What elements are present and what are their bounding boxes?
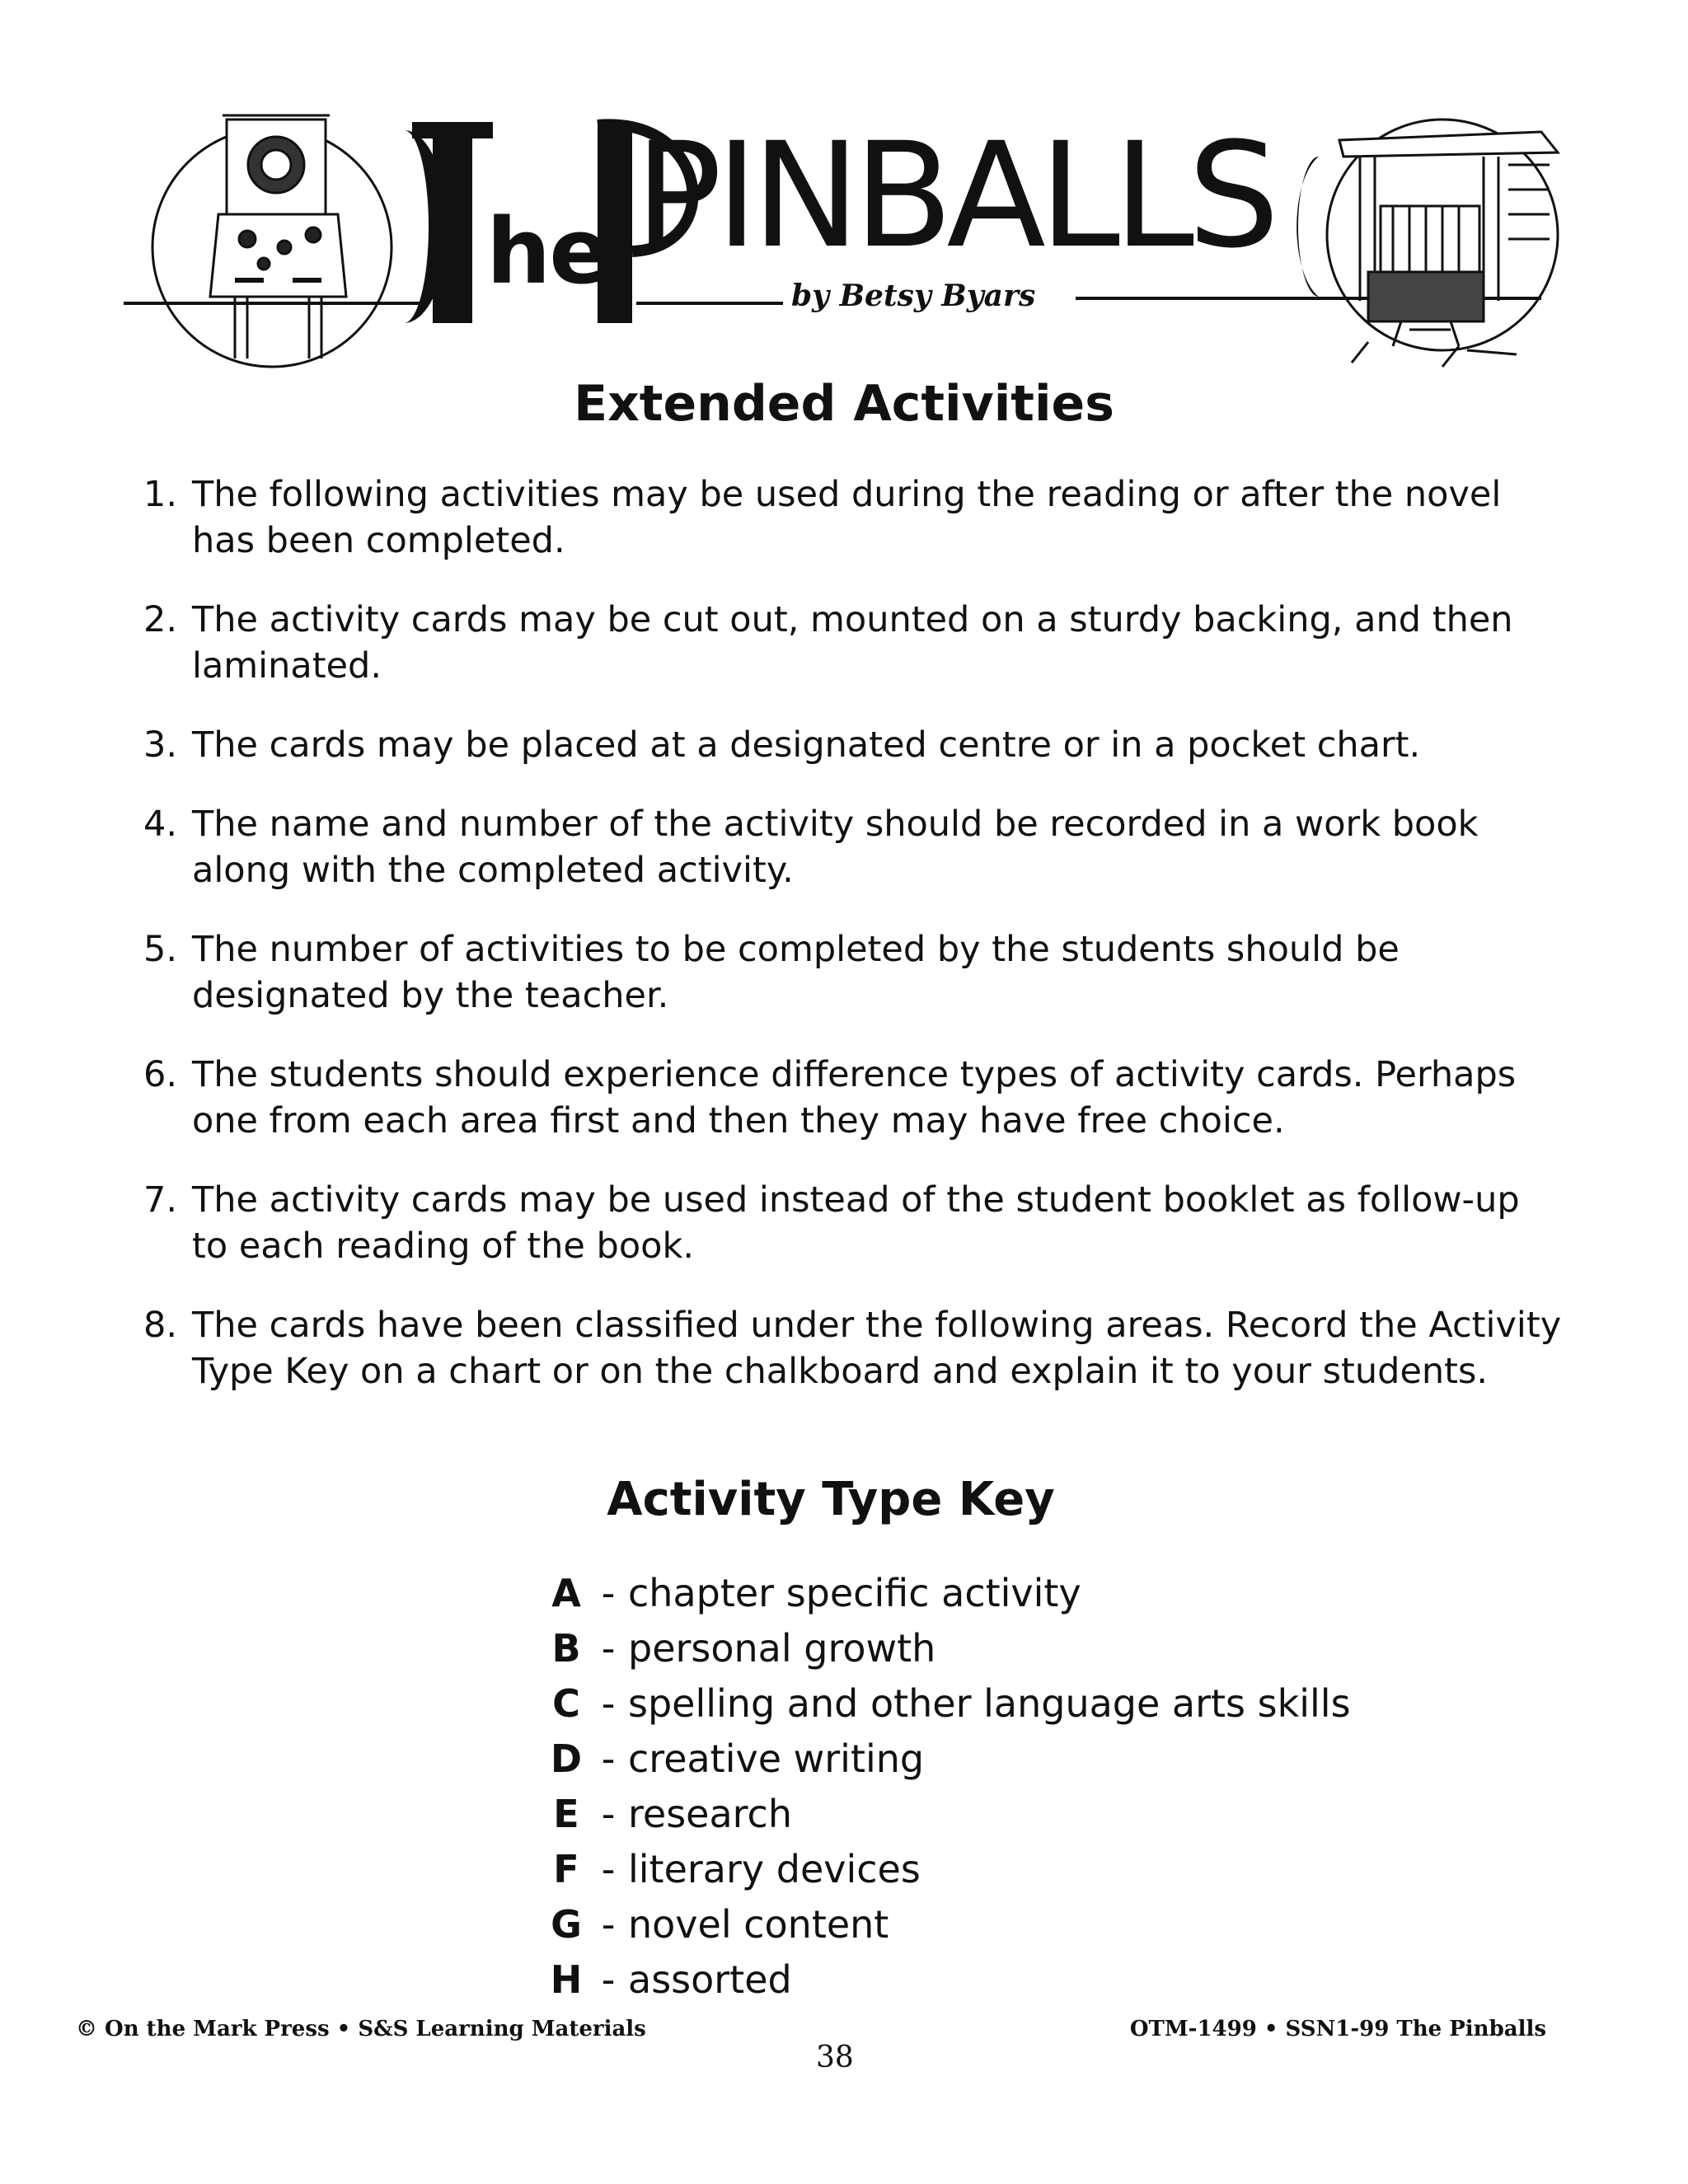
pinball-machine-icon (210, 115, 346, 359)
item-text: The number of activities to be completed by the students should be designated by the teacher. (192, 929, 1400, 1016)
key-dash: - (601, 1626, 616, 1671)
key-dash: - (601, 1571, 616, 1615)
key-description: research (628, 1792, 793, 1836)
key-letter: G (551, 1902, 582, 1947)
key-description: literary devices (628, 1847, 921, 1891)
key-letter: E (553, 1792, 579, 1836)
decorative-crescent-right (1296, 157, 1319, 297)
item-number: 8. (143, 1305, 177, 1346)
item-text: The activity cards may be cut out, mounted on a sturdy backing, and then laminated. (192, 599, 1513, 687)
key-dash: - (601, 1792, 616, 1836)
key-row (544, 1566, 1351, 1621)
byline: by Betsy Byars (791, 279, 1036, 313)
footer-publisher: © On the Mark Press • S&S Learning Materials (76, 2017, 646, 2041)
item-number: 7. (143, 1179, 177, 1221)
key-dash: - (601, 1902, 616, 1947)
title-the: he (486, 199, 609, 304)
key-letter: A (551, 1571, 581, 1615)
porch-house-icon (1339, 132, 1558, 367)
item-text: The activity cards may be used instead of the student booklet as follow-up to each reading of the book. (192, 1179, 1520, 1267)
list-item (128, 471, 1562, 564)
item-number: 5. (143, 929, 177, 970)
key-row (544, 1787, 1351, 1842)
key-row (544, 1897, 1351, 1952)
item-number: 6. (143, 1054, 177, 1095)
item-number: 1. (143, 474, 177, 515)
item-text: The name and number of the activity should be recorded in a work book along with the completed activity. (192, 804, 1479, 891)
title-pinballs: PINBALLS (635, 111, 1273, 280)
page-number: 38 (816, 2041, 854, 2074)
title-T-glyph (433, 122, 472, 323)
item-text: The cards have been classified under the following areas. Record the Activity Type Key on a chart or on the chalkboard and explain it to your students. (192, 1305, 1562, 1392)
key-letter: C (552, 1681, 580, 1726)
key-heading: Activity Type Key (607, 1473, 1055, 1526)
key-letter: F (553, 1847, 579, 1891)
key-description: personal growth (628, 1626, 936, 1671)
key-row (544, 1676, 1351, 1732)
key-letter: B (551, 1626, 581, 1671)
item-text: The students should experience difference types of activity cards. Perhaps one from each area first and then they may have free choice. (192, 1054, 1517, 1141)
instructions-list (128, 471, 1562, 1427)
key-description: spelling and other language arts skills (628, 1681, 1351, 1726)
list-item (128, 801, 1562, 893)
key-row (544, 1842, 1351, 1897)
key-description: novel content (628, 1902, 889, 1947)
key-dash: - (601, 1957, 616, 2002)
list-item (128, 926, 1562, 1019)
list-item (128, 597, 1562, 689)
list-item (128, 1302, 1562, 1394)
item-number: 4. (143, 804, 177, 845)
list-item (128, 722, 1562, 768)
activity-type-key (544, 1566, 1351, 2008)
key-row (544, 1621, 1351, 1676)
key-description: creative writing (628, 1736, 925, 1781)
page-title: Extended Activities (574, 375, 1114, 433)
title-banner (0, 0, 1688, 387)
list-item (128, 1177, 1562, 1269)
key-row (544, 1732, 1351, 1787)
item-number: 3. (143, 724, 177, 766)
key-letter: D (550, 1736, 583, 1781)
item-text: The following activities may be used during the reading or after the novel has been completed. (192, 474, 1502, 561)
key-dash: - (601, 1847, 616, 1891)
item-number: 2. (143, 599, 177, 640)
item-text: The cards may be placed at a designated centre or in a pocket chart. (192, 724, 1421, 766)
list-item (128, 1052, 1562, 1144)
key-description: assorted (628, 1957, 792, 2002)
key-dash: - (601, 1681, 616, 1726)
key-row (544, 1952, 1351, 2008)
key-dash: - (601, 1736, 616, 1781)
key-letter: H (550, 1957, 583, 2002)
key-description: chapter specific activity (628, 1571, 1081, 1615)
footer-catalog: OTM-1499 • SSN1-99 The Pinballs (1129, 2017, 1546, 2041)
